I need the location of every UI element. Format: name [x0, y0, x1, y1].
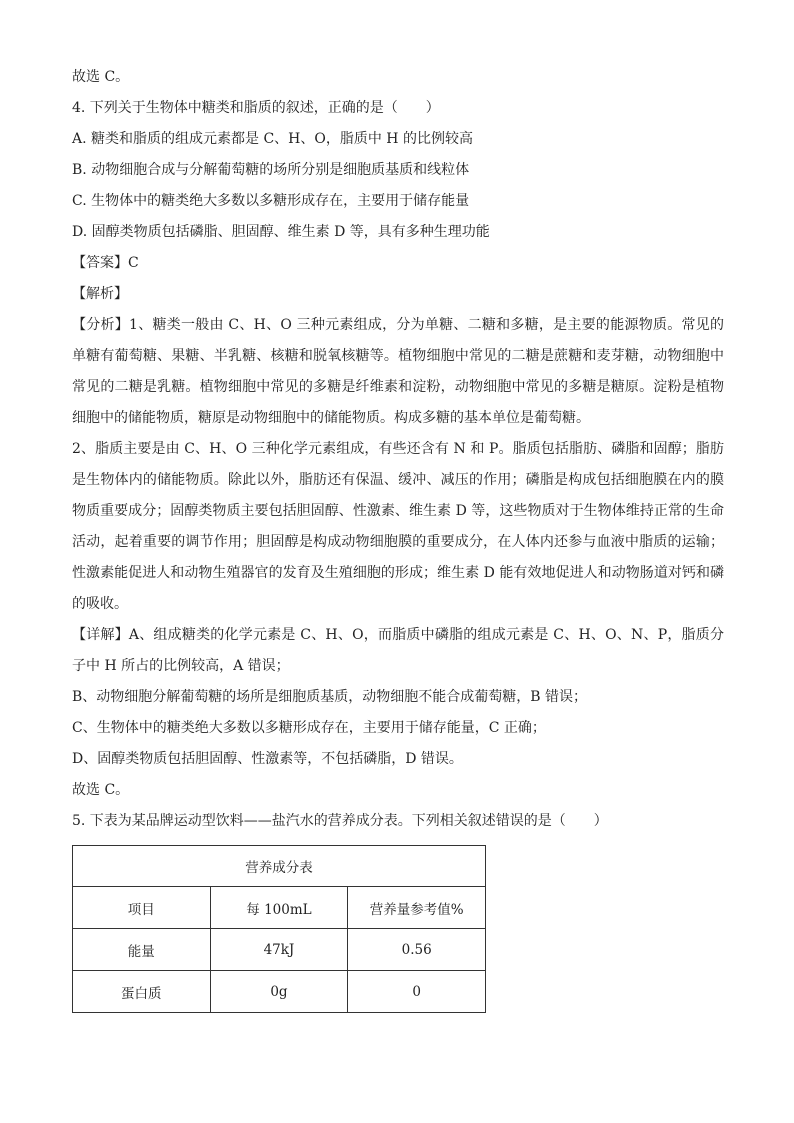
header-per-100ml: 每 100mL — [210, 887, 348, 929]
header-reference-percent: 营养量参考值% — [348, 887, 486, 929]
question-4-option-a: A. 糖类和脂质的组成元素都是 C、H、O，脂质中 H 的比例较高 — [72, 131, 473, 147]
analysis-text-2: 2、脂质主要是由 C、H、O 三种化学元素组成，有些还含有 N 和 P。脂质包括脂肪、磷脂和固醇；脂肪是生物体内的储能物质。除此以外，脂肪还有保温、缓冲、减压的作用；磷脂是构成包括细胞膜在内的膜物质重要成分；固醇类物质主要包括胆固醇、性激素、维生素 D 等，这些物质对于生物体维持正常的生命活动，起着重要的调节作用；胆固醇是构成动物细胞膜的重要成分，在人体内还参与血液中脂质的运输；性激素能促进人和动物生殖器官的发育及生殖细胞的形成；维生素 D 能有效地促进人和动物肠道对钙和磷的吸收。 — [72, 441, 724, 612]
conclusion-line: 故选 C。 — [72, 69, 130, 85]
answer-line: 【答案】C — [72, 255, 139, 271]
detail-option-b: B、动物细胞分解葡萄糖的场所是细胞质基质，动物细胞不能合成葡萄糖，B 错误； — [72, 689, 588, 705]
analysis-text-1: 【分析】1、糖类一般由 C、H、O 三种元素组成，分为单糖、二糖和多糖，是主要的能源物质。常见的单糖有葡萄糖、果糖、半乳糖、核糖和脱氧核糖等。植物细胞中常见的二糖是蔗糖和麦芽糖，动物细胞中常见的二糖是乳糖。植物细胞中常见的多糖是纤维素和淀粉，动物细胞中常见的多糖是糖原。淀粉是植物细胞中的储能物质，糖原是动物细胞中的储能物质。构成多糖的基本单位是葡萄糖。 — [72, 317, 724, 426]
table-cell: 能量 — [73, 929, 211, 971]
table-row — [73, 929, 486, 971]
detail-text-a: 【详解】A、组成糖类的化学元素是 C、H、O，而脂质中磷脂的组成元素是 C、H、O、N、P，脂质分子中 H 所占的比例较高，A 错误； — [72, 627, 724, 674]
table-cell: 0.56 — [348, 929, 486, 971]
table-caption: 营养成分表 — [73, 846, 486, 887]
question-4-stem: 4. 下列关于生物体中糖类和脂质的叙述，正确的是（ ） — [72, 100, 440, 116]
table-header-row — [73, 887, 486, 929]
table-caption-row — [73, 846, 486, 887]
question-4-option-c: C. 生物体中的糖类绝大多数以多糖形成存在，主要用于储存能量 — [72, 193, 470, 209]
table-cell: 47kJ — [210, 929, 348, 971]
conclusion-line-2: 故选 C。 — [72, 782, 130, 798]
table-row — [73, 971, 486, 1013]
analysis-paragraph-1 — [72, 310, 724, 434]
analysis-heading: 【解析】 — [72, 286, 128, 302]
detail-option-c: C、生物体中的糖类绝大多数以多糖形成存在，主要用于储存能量，C 正确； — [72, 720, 546, 736]
question-4-option-d: D. 固醇类物质包括磷脂、胆固醇、维生素 D 等，具有多种生理功能 — [72, 224, 490, 240]
document-page — [72, 62, 724, 1013]
table-cell: 蛋白质 — [73, 971, 211, 1013]
detail-option-d: D、固醇类物质包括胆固醇、性激素等，不包括磷脂，D 错误。 — [72, 751, 463, 767]
question-5-stem: 5. 下表为某品牌运动型饮料——盐汽水的营养成分表。下列相关叙述错误的是（ ） — [72, 813, 608, 829]
analysis-paragraph-2 — [72, 434, 724, 620]
header-item: 项目 — [73, 887, 211, 929]
question-4-option-b: B. 动物细胞合成与分解葡萄糖的场所分别是细胞质基质和线粒体 — [72, 162, 470, 178]
table-cell: 0 — [348, 971, 486, 1013]
detail-paragraph — [72, 620, 724, 682]
table-cell: 0g — [210, 971, 348, 1013]
nutrition-table — [72, 845, 486, 1013]
